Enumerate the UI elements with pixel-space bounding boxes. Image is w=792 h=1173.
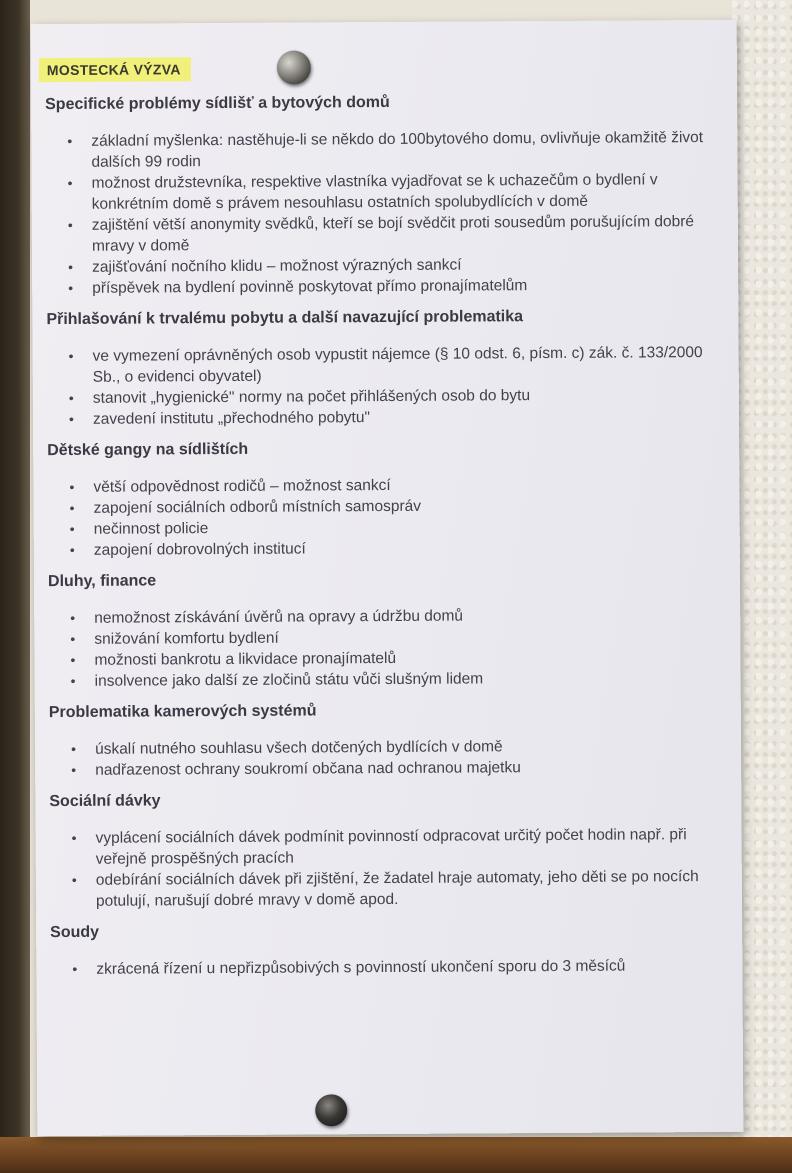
list-item: • odebírání sociálních dávek při zjištění, že žadatel hraje automaty, jeho děti se po nocích potulují, narušují dobré mravy v domě apod. <box>50 866 710 912</box>
bullet-list <box>47 342 708 430</box>
wooden-floor <box>0 1137 792 1173</box>
bullet-list <box>50 824 711 912</box>
list-item: • větší odpovědnost rodičů – možnost sankcí <box>47 473 707 498</box>
section-heading: Dětské gangy na sídlištích <box>47 440 249 460</box>
section <box>49 789 710 912</box>
pushpin-icon <box>277 50 311 84</box>
list-item: • zajišťování nočního klidu – možnost výrazných sankcí <box>46 253 706 278</box>
bullet-list <box>49 735 709 781</box>
section-heading: Specifické problémy sídlišť a bytových domů <box>45 93 390 114</box>
section-heading: Problematika kamerových systémů <box>48 702 317 722</box>
list-item: • možnosti bankrotu a likvidace pronajímatelů <box>48 646 708 671</box>
document-body <box>45 92 710 992</box>
section-heading: Přihlašování k trvalému pobytu a další navazující problematika <box>46 308 524 329</box>
section-heading: Dluhy, finance <box>47 572 157 591</box>
section <box>47 438 708 561</box>
section <box>46 307 707 430</box>
pushpin-icon <box>315 1094 347 1126</box>
bullet-list <box>48 604 709 692</box>
list-item: • úskalí nutného souhlasu všech dotčených bydlících v domě <box>49 735 709 760</box>
list-item: • zajištění větší anonymity svědků, kteří se bojí svědčit proti sousedům porušujícím dobré mravy v domě <box>46 211 706 257</box>
list-item: • nadřazenost ochrany soukromí občana nad ochranou majetku <box>49 756 709 781</box>
left-dark-edge <box>0 0 30 1173</box>
list-item: • ve vymezení oprávněných osob vypustit nájemce (§ 10 odst. 6, písm. c) zák. č. 133/2000 Sb., o evidenci obyvatel) <box>47 342 707 388</box>
list-item: • nemožnost získávání úvěrů na opravy a údržbu domů <box>48 604 708 629</box>
list-item: • možnost družstevníka, respektive vlastníka vyjadřovat se k uchazečům o bydlení v konkrétním domě s právem nesouhlasu ostatních spolubydlících v domě <box>46 169 706 215</box>
list-item: • nečinnost policie <box>48 515 708 540</box>
bullet-list <box>47 473 708 561</box>
list-item: • snižování komfortu bydlení <box>48 625 708 650</box>
list-item: • vyplácení sociálních dávek podmínit povinností odpracovat určitý počet hodin např. při veřejně prospěšných pracích <box>50 824 710 870</box>
list-item: • zapojení sociálních odborů místních samospráv <box>48 494 708 519</box>
section <box>45 92 706 299</box>
list-item: • zavedení institutu „přechodného pobytu" <box>47 405 707 430</box>
section <box>50 920 710 980</box>
section-heading: Soudy <box>50 923 100 942</box>
list-item: • zapojení dobrovolných institucí <box>48 536 708 561</box>
list-item: • insolvence jako další ze zločinů státu vůči slušným lidem <box>49 667 709 692</box>
section <box>49 700 709 781</box>
list-item: • základní myšlenka: nastěhuje-li se někdo do 100bytového domu, ovlivňuje okamžitě život dalších 99 rodin <box>45 127 705 173</box>
document-title: MOSTECKÁ VÝZVA <box>39 57 191 82</box>
bullet-list <box>50 955 710 980</box>
bullet-list <box>45 127 706 299</box>
list-item: • stanovit „hygienické" normy na počet přihlášených osob do bytu <box>47 384 707 409</box>
section <box>48 569 709 692</box>
list-item: • příspěvek na bydlení povinně poskytovat přímo pronajímatelům <box>46 274 706 299</box>
paper-sheet <box>31 20 744 1136</box>
list-item: • zkrácená řízení u nepřizpůsobivých s povinností ukončení sporu do 3 měsíců <box>50 955 710 980</box>
section-heading: Sociální dávky <box>49 792 161 811</box>
